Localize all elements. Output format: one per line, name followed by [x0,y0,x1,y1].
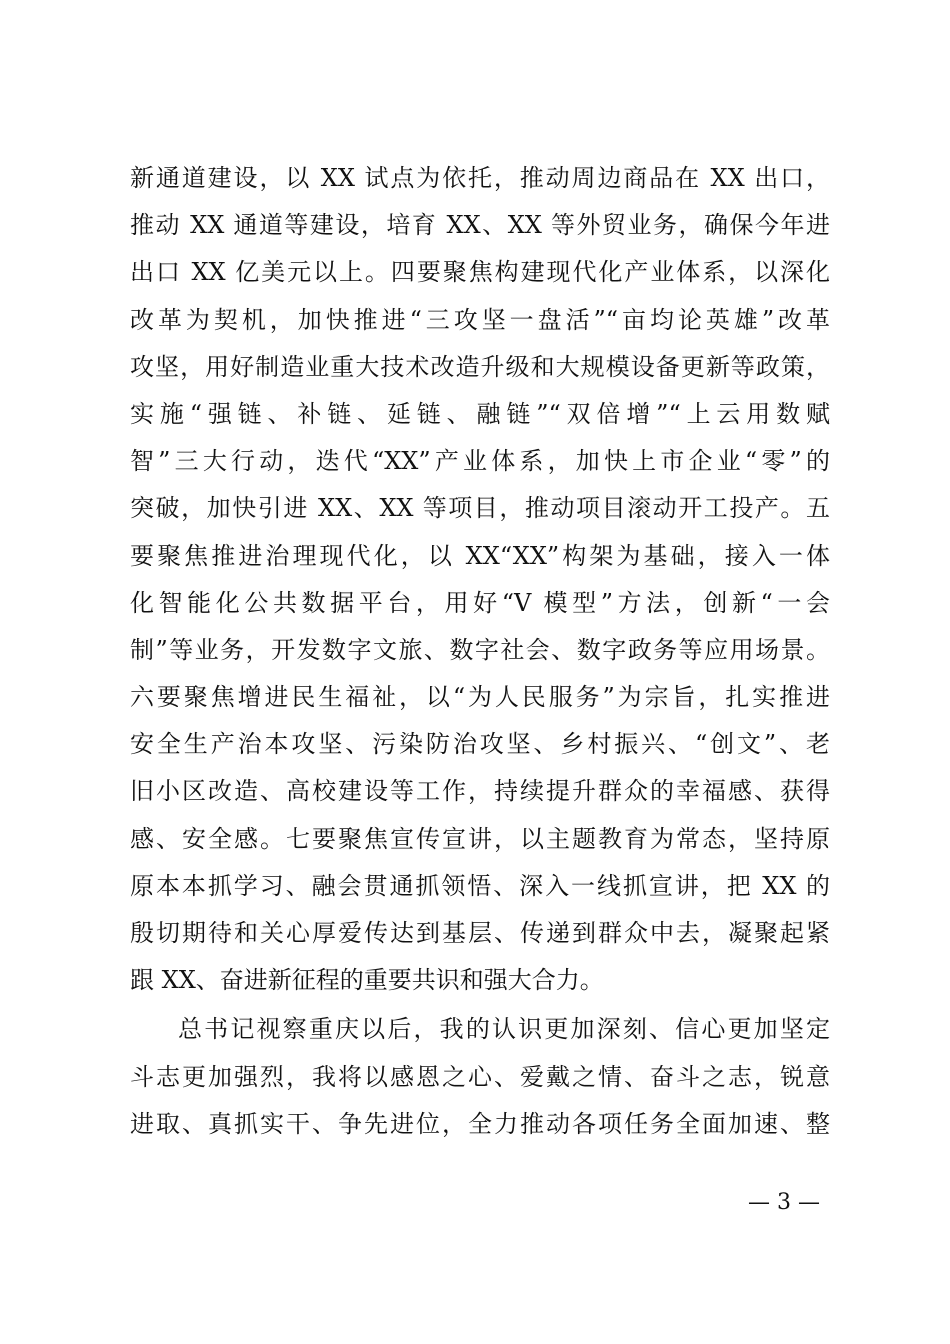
paragraph-2-line-3: 进取、真抓实干、争先进位，全力推动各项任务全面加速、整 [130,1109,830,1138]
body-text [130,155,830,1148]
paragraph-1-line-7: 智”三大行动，迭代“XX”产业体系，加快上市企业“零”的 [130,447,830,476]
paragraph-1-line-5: 攻坚，用好制造业重大技术改造升级和大规模设备更新等政策， [130,352,830,381]
page-number: — 3 — [748,1190,820,1215]
paragraph-1-line-12: 六要聚焦增进民生福祉，以“为人民服务”为宗旨，扎实推进 [130,683,830,712]
paragraph-1-line-8: 突破，加快引进 XX、XX 等项目，推动项目滚动开工投产。五 [130,494,830,523]
paragraph-1-line-2: 推动 XX 通道等建设，培育 XX、XX 等外贸业务，确保今年进 [130,211,830,240]
paragraph-1-line-16: 原本本抓学习、融会贯通抓领悟、深入一线抓宣讲，把 XX 的 [130,871,830,900]
paragraph-2-line-2: 斗志更加强烈，我将以感恩之心、爱戴之情、奋斗之志，锐意 [130,1062,830,1091]
paragraph-1-line-17: 殷切期待和关心厚爱传达到基层、传递到群众中去，凝聚起紧 [130,919,830,947]
paragraph-1-line-6: 实施“强链、补链、延链、融链”“双倍增”“上云用数赋 [130,399,830,428]
paragraph-1-line-13: 安全生产治本攻坚、污染防治攻坚、乡村振兴、“创文”、老 [130,730,830,759]
paragraph-1-line-11: 制”等业务，开发数字文旅、数字社会、数字政务等应用场景。 [130,635,830,664]
paragraph-1-line-9: 要聚焦推进治理现代化，以 XX“XX”构架为基础，接入一体 [130,541,830,570]
paragraph-1-line-1: 新通道建设，以 XX 试点为依托，推动周边商品在 XX 出口， [130,164,830,192]
paragraph-1-line-18: 跟 XX、奋进新征程的重要共识和强大合力。 [130,966,604,995]
paragraph-1-line-10: 化智能化公共数据平台，用好“V 模型”方法，创新“一会 [130,588,830,617]
paragraph-1-line-4: 改革为契机，加快推进“三攻坚一盘活”“亩均论英雄”改革 [130,305,830,334]
paragraph-1-line-14: 旧小区改造、高校建设等工作，持续提升群众的幸福感、获得 [130,777,830,806]
paragraph-1-line-3: 出口 XX 亿美元以上。四要聚焦构建现代化产业体系，以深化 [130,258,830,287]
paragraph-1-line-15: 感、安全感。七要聚焦宣传宣讲，以主题教育为常态，坚持原 [130,824,830,853]
paragraph-2-line-1: 总书记视察重庆以后，我的认识更加深刻、信心更加坚定 [178,1015,830,1044]
